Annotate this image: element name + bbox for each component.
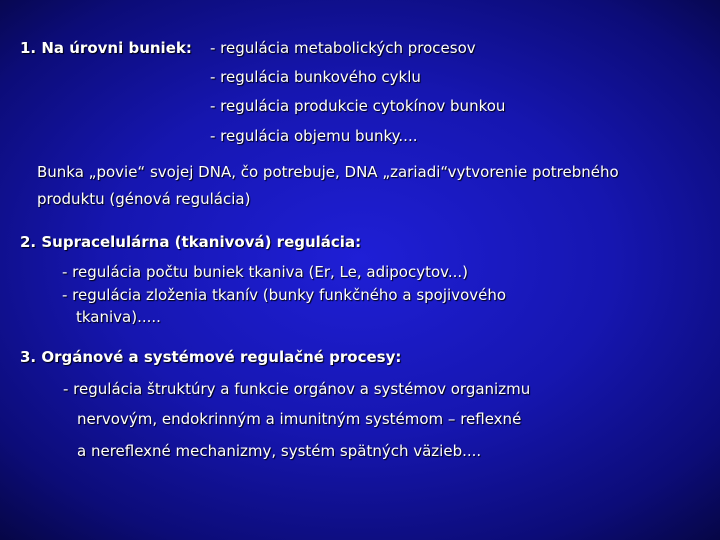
section1-item: - regulácia produkcie cytokínov bunkou [210,97,506,115]
section1-note: Bunka „povie“ svojej DNA, čo potrebuje, DNA „zariadi“vytvorenie potrebného [37,163,619,181]
section1-item: - regulácia metabolických procesov [210,39,476,57]
section3-line: - regulácia štruktúry a funkcie orgánov a systémov organizmu [63,380,531,398]
section3-line: nervovým, endokrinným a imunitným systémom – reflexné [77,410,522,428]
section3-line: a nereflexné mechanizmy, systém spätných väzieb.... [77,442,482,460]
section2-item: - regulácia počtu buniek tkaniva (Er, Le, adipocytov...) [62,263,469,281]
section3-heading: 3. Orgánové a systémové regulačné procesy: [20,348,402,366]
section2-item: - regulácia zloženia tkanív (bunky funkčného a spojivového [62,286,507,304]
section1-heading: 1. Na úrovni buniek: [20,39,192,57]
section2-item: tkaniva)..... [76,308,161,326]
section1-note: produktu (génová regulácia) [37,190,251,208]
section2-heading: 2. Supracelulárna (tkanivová) regulácia: [20,233,362,251]
section1-item: - regulácia bunkového cyklu [210,68,421,86]
section1-item: - regulácia objemu bunky.... [210,127,418,145]
